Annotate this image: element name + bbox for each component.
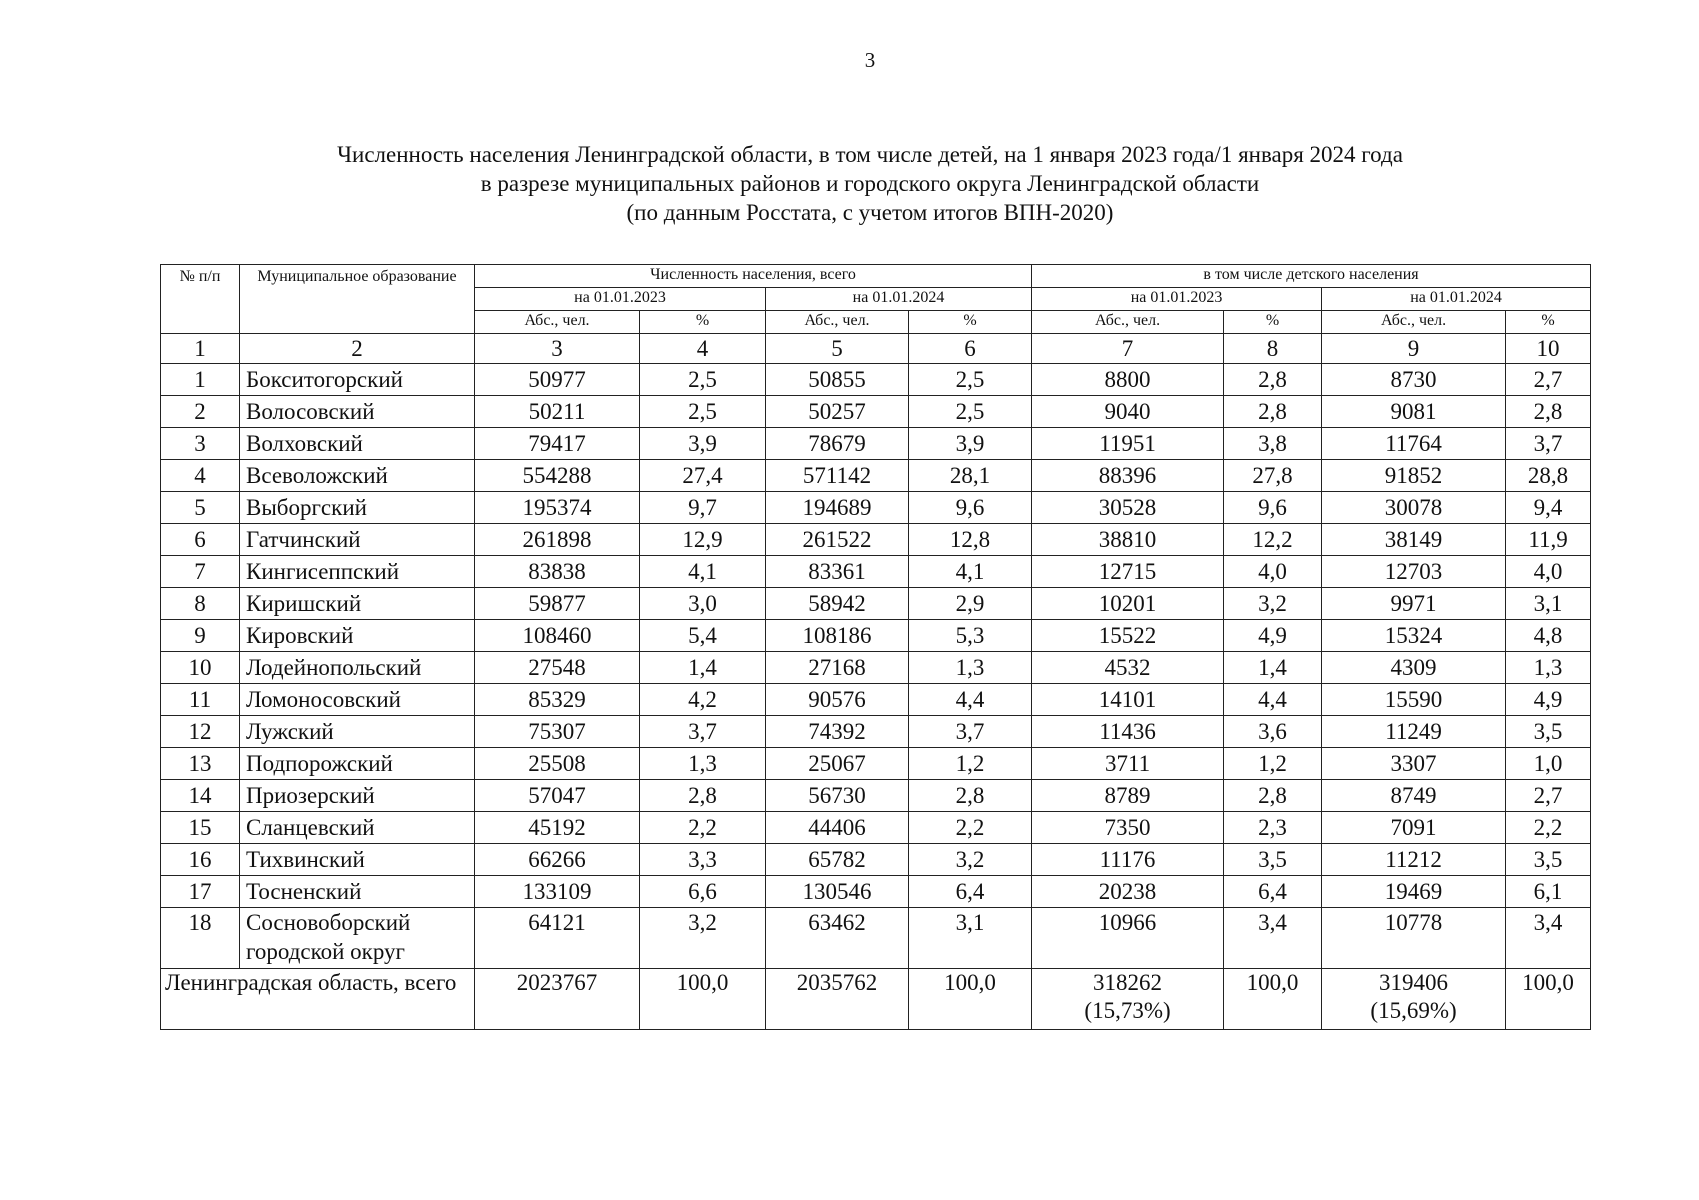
table-row [161,428,1591,460]
child-2024-pct: 1,0 [1506,748,1591,780]
municipality-name: Ломоносовский [240,684,475,716]
child-2023: 9040 [1032,396,1224,428]
municipality-name: Всеволожский [240,460,475,492]
column-number: 1 [161,334,240,364]
pop-2023-pct: 1,3 [640,748,766,780]
document-title [0,140,1699,227]
child-2024-pct: 2,2 [1506,812,1591,844]
child-2023-pct: 3,4 [1224,908,1322,969]
pop-2023-pct: 3,3 [640,844,766,876]
pop-2023: 64121 [475,908,640,969]
header-pct: % [1506,311,1591,334]
pop-2023-pct: 3,9 [640,428,766,460]
header-child-population: в том числе детского населения [1032,265,1591,288]
pop-2023: 50977 [475,364,640,396]
child-2024-pct: 3,4 [1506,908,1591,969]
pop-2024-pct: 2,9 [909,588,1032,620]
child-2023-pct: 3,5 [1224,844,1322,876]
table-row [161,588,1591,620]
pop-2024: 90576 [766,684,909,716]
total-child-2024-pct: 100,0 [1506,969,1591,1030]
municipality-name: Приозерский [240,780,475,812]
child-2024-pct: 2,7 [1506,364,1591,396]
municipality-name: Лодейнопольский [240,652,475,684]
child-2023: 3711 [1032,748,1224,780]
title-line-1: Численность населения Ленинградской области, в том числе детей, на 1 января 2023 года/1 января 2024 года [337,142,1403,167]
table-row [161,620,1591,652]
child-2023: 10201 [1032,588,1224,620]
child-2024: 91852 [1322,460,1506,492]
column-number: 2 [240,334,475,364]
pop-2024-pct: 28,1 [909,460,1032,492]
header-pct: % [1224,311,1322,334]
municipality-name: Подпорожский [240,748,475,780]
child-2023-pct: 1,2 [1224,748,1322,780]
child-2024: 8730 [1322,364,1506,396]
child-2024-pct: 4,8 [1506,620,1591,652]
header-abs: Абс., чел. [1322,311,1506,334]
child-2023-pct: 3,2 [1224,588,1322,620]
table-row [161,716,1591,748]
pop-2023: 50211 [475,396,640,428]
child-2024-pct: 2,8 [1506,396,1591,428]
column-number: 4 [640,334,766,364]
pop-2024: 65782 [766,844,909,876]
table-row [161,748,1591,780]
header-pct: % [640,311,766,334]
row-number: 14 [161,780,240,812]
title-line-3: (по данным Росстата, с учетом итогов ВПН-2020) [626,200,1114,225]
total-child-2023 [1032,969,1224,1030]
municipality-name: Тихвинский [240,844,475,876]
child-2023: 20238 [1032,876,1224,908]
child-2023-pct: 9,6 [1224,492,1322,524]
pop-2024: 74392 [766,716,909,748]
child-2023-pct: 2,8 [1224,396,1322,428]
column-numbers-row [161,334,1591,364]
pop-2024-pct: 3,7 [909,716,1032,748]
child-2023: 8800 [1032,364,1224,396]
column-number: 7 [1032,334,1224,364]
child-2024-pct: 11,9 [1506,524,1591,556]
row-number: 11 [161,684,240,716]
municipality-name: Кировский [240,620,475,652]
child-2023-pct: 4,9 [1224,620,1322,652]
row-number: 15 [161,812,240,844]
child-2023: 11436 [1032,716,1224,748]
child-2024-pct: 3,7 [1506,428,1591,460]
row-number: 7 [161,556,240,588]
table-row [161,780,1591,812]
child-2023-pct: 4,0 [1224,556,1322,588]
pop-2023: 85329 [475,684,640,716]
row-number: 12 [161,716,240,748]
column-number: 10 [1506,334,1591,364]
child-2023: 8789 [1032,780,1224,812]
pop-2023-pct: 3,7 [640,716,766,748]
child-2023-pct: 3,6 [1224,716,1322,748]
child-2023: 7350 [1032,812,1224,844]
child-2024-pct: 4,9 [1506,684,1591,716]
pop-2024: 58942 [766,588,909,620]
municipality-name: Лужский [240,716,475,748]
municipality-name: Киришский [240,588,475,620]
header-abs: Абс., чел. [1032,311,1224,334]
row-number: 4 [161,460,240,492]
pop-2023-pct: 6,6 [640,876,766,908]
table-row [161,396,1591,428]
pop-2024-pct: 1,3 [909,652,1032,684]
child-2023-pct: 12,2 [1224,524,1322,556]
header-child-2024: на 01.01.2024 [1322,288,1591,311]
child-2023-pct: 1,4 [1224,652,1322,684]
pop-2023-pct: 2,5 [640,396,766,428]
pop-2023: 133109 [475,876,640,908]
pop-2024: 571142 [766,460,909,492]
child-2023-pct: 6,4 [1224,876,1322,908]
total-row [161,969,1591,1030]
pop-2024-pct: 3,2 [909,844,1032,876]
total-child-2023-pct: 100,0 [1224,969,1322,1030]
municipality-name: Гатчинский [240,524,475,556]
total-child-2023-share: (15,73%) [1084,998,1171,1023]
child-2023: 10966 [1032,908,1224,969]
child-2024-pct: 6,1 [1506,876,1591,908]
pop-2024: 50257 [766,396,909,428]
pop-2024: 194689 [766,492,909,524]
child-2024: 15324 [1322,620,1506,652]
pop-2023-pct: 3,2 [640,908,766,969]
child-2023: 30528 [1032,492,1224,524]
pop-2023-pct: 1,4 [640,652,766,684]
child-2024: 8749 [1322,780,1506,812]
total-child-2024-share: (15,69%) [1370,998,1457,1023]
pop-2023: 57047 [475,780,640,812]
child-2023: 15522 [1032,620,1224,652]
municipality-name: Волховский [240,428,475,460]
row-number: 5 [161,492,240,524]
pop-2023-pct: 3,0 [640,588,766,620]
pop-2023: 75307 [475,716,640,748]
pop-2023-pct: 2,2 [640,812,766,844]
pop-2024: 78679 [766,428,909,460]
child-2023-pct: 2,8 [1224,780,1322,812]
pop-2023-pct: 12,9 [640,524,766,556]
child-2024: 11212 [1322,844,1506,876]
header-child-2023: на 01.01.2023 [1032,288,1322,311]
row-number: 9 [161,620,240,652]
pop-2023: 108460 [475,620,640,652]
pop-2024: 83361 [766,556,909,588]
row-number: 16 [161,844,240,876]
child-2024: 10778 [1322,908,1506,969]
pop-2023: 59877 [475,588,640,620]
child-2023: 88396 [1032,460,1224,492]
child-2024: 4309 [1322,652,1506,684]
column-number: 8 [1224,334,1322,364]
header-total-2024: на 01.01.2024 [766,288,1032,311]
municipality-name: Сосновоборский городской округ [240,908,475,969]
pop-2023-pct: 4,1 [640,556,766,588]
child-2023-pct: 2,3 [1224,812,1322,844]
header-abs: Абс., чел. [766,311,909,334]
child-2023: 38810 [1032,524,1224,556]
pop-2024-pct: 1,2 [909,748,1032,780]
pop-2024: 50855 [766,364,909,396]
municipality-name: Бокситогорский [240,364,475,396]
total-pop-2024: 2035762 [766,969,909,1030]
pop-2023: 79417 [475,428,640,460]
row-number: 3 [161,428,240,460]
child-2024: 15590 [1322,684,1506,716]
pop-2024: 130546 [766,876,909,908]
pop-2023-pct: 2,8 [640,780,766,812]
table-row [161,684,1591,716]
header-row-1 [161,265,1591,288]
pop-2024-pct: 3,1 [909,908,1032,969]
table-row [161,876,1591,908]
row-number: 8 [161,588,240,620]
child-2024-pct: 28,8 [1506,460,1591,492]
total-label: Ленинградская область, всего [161,969,475,1030]
pop-2024-pct: 12,8 [909,524,1032,556]
table-row [161,364,1591,396]
pop-2023-pct: 9,7 [640,492,766,524]
child-2023: 11951 [1032,428,1224,460]
child-2023: 11176 [1032,844,1224,876]
child-2024: 11249 [1322,716,1506,748]
pop-2024-pct: 2,5 [909,396,1032,428]
pop-2024: 25067 [766,748,909,780]
total-pop-2023-pct: 100,0 [640,969,766,1030]
column-number: 9 [1322,334,1506,364]
pop-2024-pct: 5,3 [909,620,1032,652]
pop-2024: 108186 [766,620,909,652]
pop-2024: 63462 [766,908,909,969]
header-number: № п/п [161,265,240,334]
pop-2023-pct: 2,5 [640,364,766,396]
child-2024-pct: 4,0 [1506,556,1591,588]
row-number: 18 [161,908,240,969]
table-body [161,364,1591,969]
pop-2024-pct: 6,4 [909,876,1032,908]
table-row [161,524,1591,556]
table-row [161,652,1591,684]
child-2023-pct: 2,8 [1224,364,1322,396]
pop-2024-pct: 2,8 [909,780,1032,812]
child-2024-pct: 2,7 [1506,780,1591,812]
child-2023-pct: 27,8 [1224,460,1322,492]
column-number: 5 [766,334,909,364]
child-2024: 3307 [1322,748,1506,780]
title-line-2: в разрезе муниципальных районов и городского округа Ленинградской области [480,171,1260,196]
child-2023-pct: 4,4 [1224,684,1322,716]
pop-2024-pct: 9,6 [909,492,1032,524]
child-2023: 4532 [1032,652,1224,684]
child-2024-pct: 3,5 [1506,716,1591,748]
pop-2023: 83838 [475,556,640,588]
header-municipality: Муниципальное образование [240,265,475,334]
row-number: 6 [161,524,240,556]
total-child-2024 [1322,969,1506,1030]
municipality-name: Выборгский [240,492,475,524]
pop-2023: 27548 [475,652,640,684]
total-child-2023-value: 318262 [1093,970,1163,995]
pop-2023: 66266 [475,844,640,876]
pop-2024-pct: 2,2 [909,812,1032,844]
child-2024-pct: 3,1 [1506,588,1591,620]
population-table [160,264,1591,1030]
pop-2024-pct: 2,5 [909,364,1032,396]
column-number: 6 [909,334,1032,364]
child-2024-pct: 3,5 [1506,844,1591,876]
total-pop-2023: 2023767 [475,969,640,1030]
table-row [161,556,1591,588]
municipality-name: Сланцевский [240,812,475,844]
header-total-2023: на 01.01.2023 [475,288,766,311]
pop-2024: 27168 [766,652,909,684]
column-number: 3 [475,334,640,364]
pop-2024: 44406 [766,812,909,844]
child-2024: 19469 [1322,876,1506,908]
child-2024: 11764 [1322,428,1506,460]
page-number: 3 [864,48,876,72]
municipality-name: Кингисеппский [240,556,475,588]
pop-2024: 56730 [766,780,909,812]
child-2023-pct: 3,8 [1224,428,1322,460]
row-number: 2 [161,396,240,428]
table-row [161,908,1591,969]
pop-2024-pct: 4,1 [909,556,1032,588]
pop-2023-pct: 27,4 [640,460,766,492]
child-2024-pct: 9,4 [1506,492,1591,524]
pop-2024: 261522 [766,524,909,556]
municipality-name: Волосовский [240,396,475,428]
pop-2023: 554288 [475,460,640,492]
child-2024: 9971 [1322,588,1506,620]
row-number: 17 [161,876,240,908]
municipality-name: Тосненский [240,876,475,908]
header-total-population: Численность населения, всего [475,265,1032,288]
child-2024: 7091 [1322,812,1506,844]
pop-2023: 195374 [475,492,640,524]
table-row [161,812,1591,844]
header-abs: Абс., чел. [475,311,640,334]
pop-2023-pct: 5,4 [640,620,766,652]
row-number: 1 [161,364,240,396]
table-row [161,492,1591,524]
header-pct: % [909,311,1032,334]
total-pop-2024-pct: 100,0 [909,969,1032,1030]
child-2024: 9081 [1322,396,1506,428]
pop-2023-pct: 4,2 [640,684,766,716]
table-row [161,844,1591,876]
total-child-2024-value: 319406 [1379,970,1449,995]
pop-2023: 25508 [475,748,640,780]
child-2024: 30078 [1322,492,1506,524]
row-number: 10 [161,652,240,684]
child-2024-pct: 1,3 [1506,652,1591,684]
child-2023: 12715 [1032,556,1224,588]
pop-2023: 45192 [475,812,640,844]
table-row [161,460,1591,492]
pop-2024-pct: 3,9 [909,428,1032,460]
child-2023: 14101 [1032,684,1224,716]
pop-2024-pct: 4,4 [909,684,1032,716]
child-2024: 38149 [1322,524,1506,556]
pop-2023: 261898 [475,524,640,556]
row-number: 13 [161,748,240,780]
child-2024: 12703 [1322,556,1506,588]
